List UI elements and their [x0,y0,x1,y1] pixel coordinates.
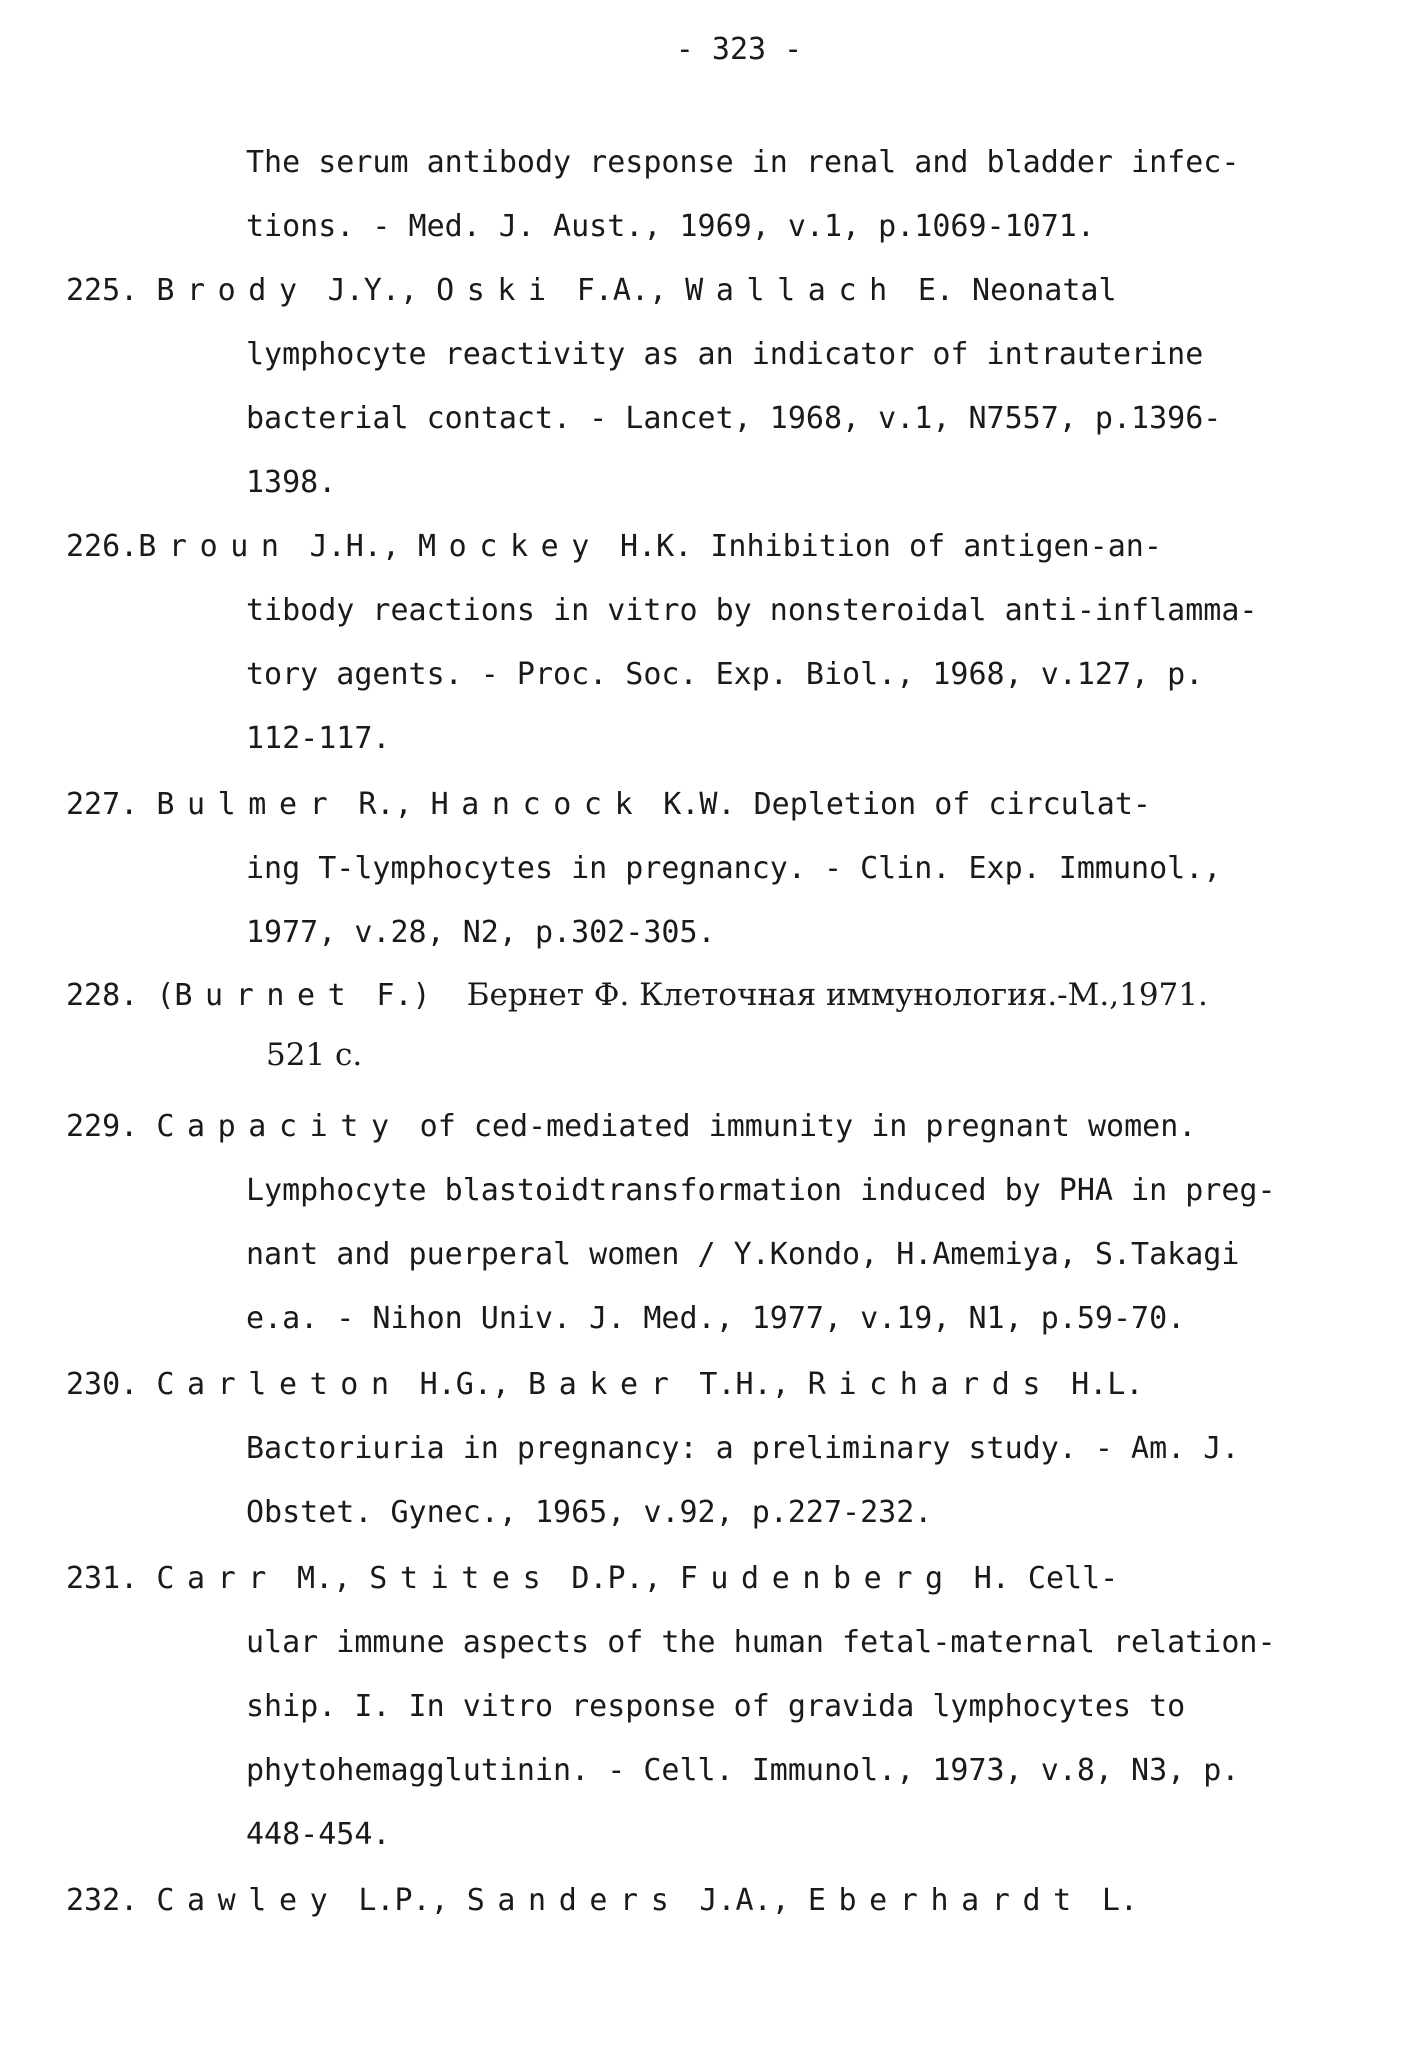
text-segment: H.K. Inhibition of antigen-an- [601,529,1162,564]
text-segment: Lymphocyte blastoidtransformation induced by PHA in preg- [246,1173,1276,1208]
text-segment: H. Cell- [955,1561,1119,1596]
text-segment: 1977, v.28, N2, p.302-305. [246,915,716,950]
text-line [246,465,337,500]
text-segment: J.Y., [309,273,437,308]
text-segment: K.W. Depletion of circulat- [645,787,1151,822]
text-line [246,1625,1276,1660]
text-segment: lymphocyte reactivity as an indicator of intrauterine [246,337,1204,372]
text-segment: J.H., [291,529,418,564]
entry-number: 229. [66,1109,157,1144]
entry-number: 230. [66,1367,157,1402]
text-line [246,1495,933,1530]
text-line [246,1237,1240,1272]
text-segment: Бернет Ф. Клеточная иммунология.-М.,1971. [466,977,1208,1013]
text-segment: ing T-lymphocytes in pregnancy. - Clin. Exp. Immunol., [246,851,1222,886]
text-line [66,1109,1197,1144]
text-segment: The serum antibody response in renal and bladder infec- [246,145,1240,180]
author-name: Fudenberg [679,1561,956,1596]
text-segment: J.A., [681,1883,808,1918]
text-line [246,593,1258,628]
text-line [246,209,1095,244]
text-segment: bacterial contact. - Lancet, 1968, v.1, N7557, p.1396- [246,401,1222,436]
text-segment: 521 с. [266,1037,363,1073]
text-line [266,1037,363,1073]
text-line [66,1561,1119,1596]
text-line [246,1689,1186,1724]
text-segment: H.L. [1053,1367,1144,1402]
text-line [246,1753,1240,1788]
text-segment: D.P., [553,1561,680,1596]
author-name: Baker [528,1367,682,1402]
text-line [246,337,1204,372]
author-name: Carleton [156,1367,402,1402]
text-segment: tory agents. - Proc. Soc. Exp. Biol., 1968, v.127, p. [246,657,1204,692]
page-number: - 323 - [675,32,803,67]
text-line [246,721,391,756]
author-name: Wallach [685,273,900,308]
author-name: Hancock [430,787,646,822]
text-line [246,657,1204,692]
text-line [246,851,1222,886]
text-segment: H.G., [401,1367,529,1402]
text-line [66,977,1208,1013]
entry-number: 231. [66,1561,157,1596]
text-segment: 448-454. [246,1817,391,1852]
text-line [246,1173,1276,1208]
author-name: Brody [156,273,310,308]
text-line [66,273,1117,308]
text-segment: M., [278,1561,370,1596]
entry-number: 232. [66,1883,157,1918]
entry-number: 226. [66,529,139,564]
text-line [66,787,1151,822]
author-name: Capacity [156,1109,402,1144]
text-segment: ship. I. In vitro response of gravida lymphocytes to [246,1689,1186,1724]
author-name: Stites [369,1561,554,1596]
text-segment: phytohemagglutinin. - Cell. Immunol., 1973, v.8, N3, p. [246,1753,1240,1788]
text-segment: E. Neonatal [899,273,1117,308]
author-name: Oski [436,273,559,308]
text-segment: Bactoriuria in pregnancy: a preliminary study. - Am. J. [246,1431,1240,1466]
text-segment: 1398. [246,465,337,500]
author-name: Bulmer [156,787,341,822]
entry-number: 228. [66,978,157,1013]
entry-number: 227. [66,787,157,822]
text-segment: tions. - Med. J. Aust., 1969, v.1, p.1069-1071. [246,209,1095,244]
text-line [246,145,1240,180]
text-segment: T.H., [681,1367,808,1402]
author-name: Broun [138,529,292,564]
text-segment: L. [1083,1883,1138,1918]
author-name: Burnet [174,978,359,1013]
text-segment: nant and puerperal women / Y.Kondo, H.Amemiya, S.Takagi [246,1237,1240,1272]
text-segment: F.) [358,978,467,1013]
text-line [246,1431,1240,1466]
text-line [246,401,1222,436]
text-segment: R., [340,787,431,822]
text-segment: e.a. - Nihon Univ. J. Med., 1977, v.19, N1, p.59-70. [246,1301,1186,1336]
author-name: Carr [156,1561,279,1596]
author-name: Eberhardt [807,1883,1084,1918]
text-line [66,1883,1138,1918]
text-segment: F.A., [558,273,686,308]
text-segment: of ced-mediated immunity in pregnant women. [401,1109,1197,1144]
text-line [246,1817,391,1852]
text-segment: tibody reactions in vitro by nonsteroidal anti-inflamma- [246,593,1258,628]
author-name: Mockey [418,529,602,564]
text-segment: L.P., [340,1883,467,1918]
text-line [246,915,716,950]
text-segment: ular immune aspects of the human fetal-maternal relation- [246,1625,1276,1660]
text-line [66,1367,1144,1402]
text-line [66,529,1162,564]
text-segment: ( [156,978,175,1013]
author-name: Cawley [156,1883,341,1918]
author-name: Richards [807,1367,1054,1402]
entry-number: 225. [66,273,157,308]
text-segment: 112-117. [246,721,391,756]
text-line [246,1301,1186,1336]
author-name: Sanders [466,1883,682,1918]
text-segment: Obstet. Gynec., 1965, v.92, p.227-232. [246,1495,933,1530]
